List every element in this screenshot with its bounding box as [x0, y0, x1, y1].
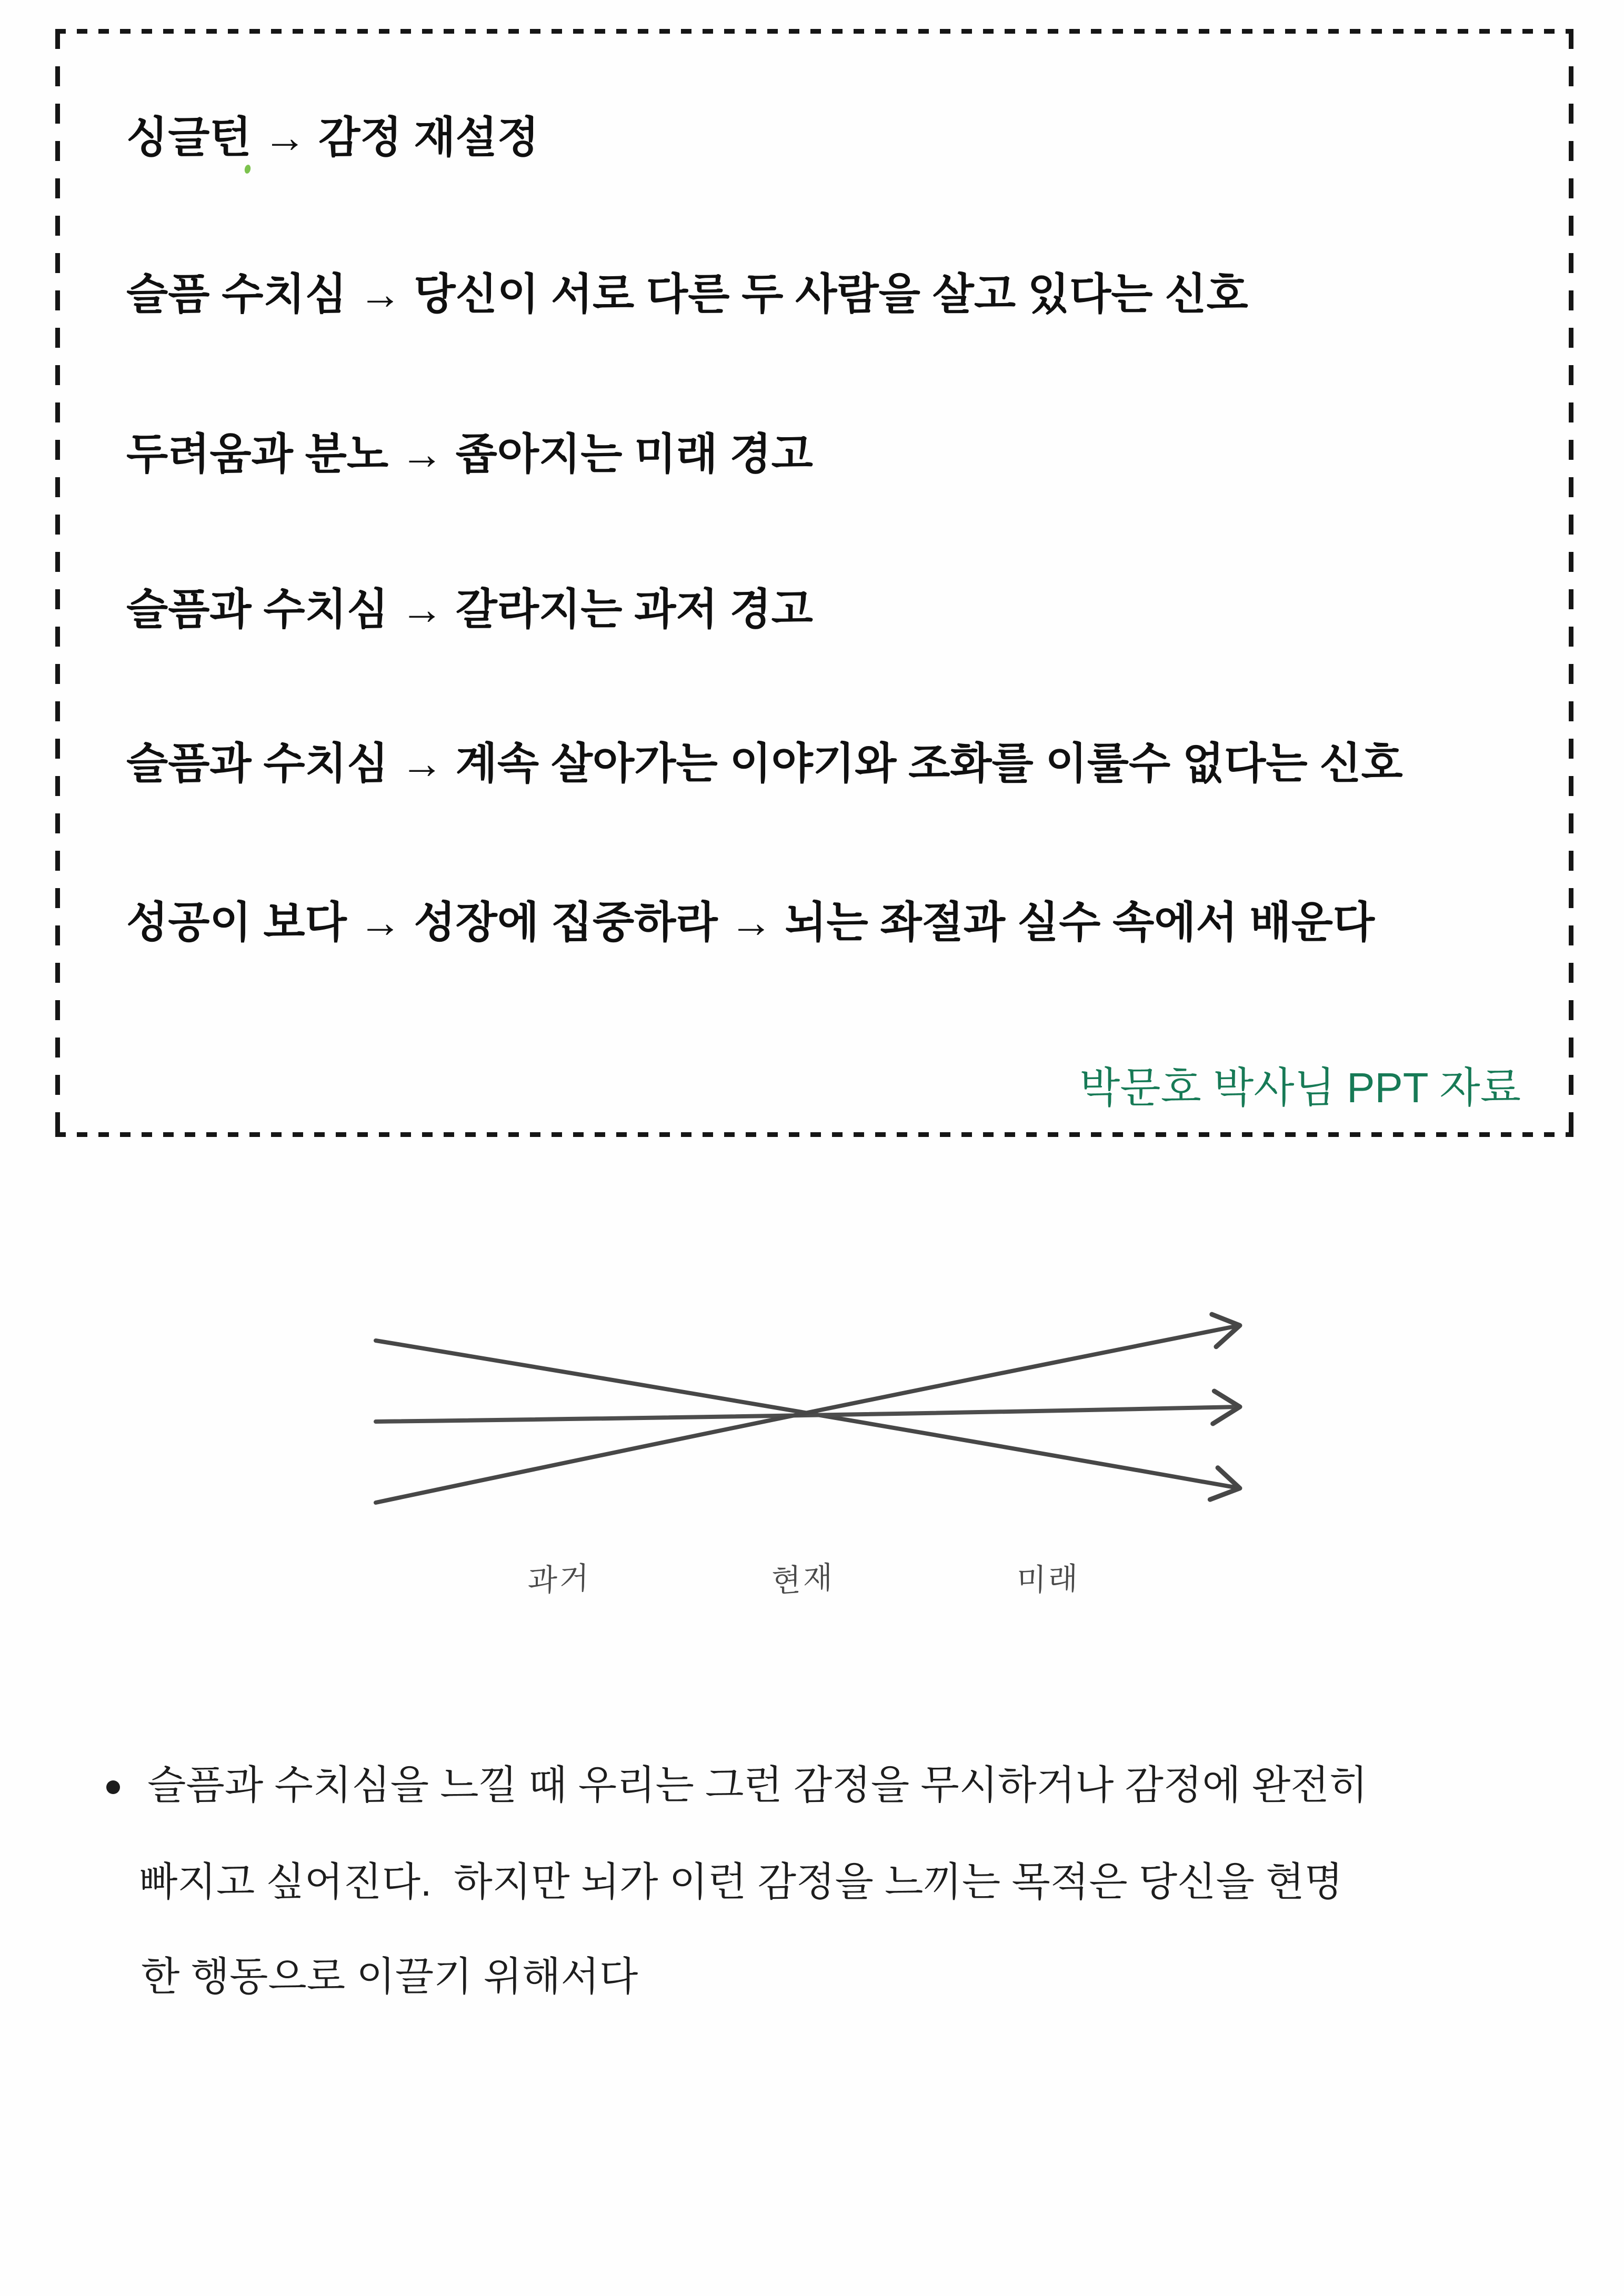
timeline-label-future: 미래 [1016, 1561, 1080, 1598]
dashed-border-right [1569, 29, 1573, 1137]
quote-line-6: 성공이 보다 → 성장에 집중하라 → 뇌는 좌절과 실수 속에서 배운다 [126, 899, 1375, 946]
quote-line-1: 싱글턴 → 감정 재설정 [126, 114, 539, 162]
quote-line-2: 슬픔 수치심 → 당신이 서로 다른 두 사람을 살고 있다는 신호 [126, 270, 1248, 318]
source-attribution: 박문호 박사님 PPT 자료 [1079, 1064, 1521, 1111]
quote-line-3: 두려움과 분노 → 좁아지는 미래 경고 [126, 430, 813, 478]
three-arrows-graphic [358, 1289, 1284, 1542]
dashed-border-bottom [55, 1132, 1573, 1137]
dashed-border-left [55, 29, 60, 1137]
quote-line-5: 슬픔과 수치심 → 계속 살아가는 이야기와 조화를 이룰수 없다는 신호 [126, 740, 1403, 788]
bullet-marker [106, 1780, 120, 1794]
timeline-label-past: 과거 [527, 1560, 592, 1599]
dashed-border-top [55, 29, 1573, 34]
timeline-diagram [0, 1263, 1624, 1631]
paragraph-line-1: 슬픔과 수치심을 느낄 때 우리는 그런 감정을 무시하거나 감정에 완전히 [147, 1763, 1368, 1808]
arrow-ascending [376, 1326, 1238, 1503]
timeline-label-present: 현재 [771, 1560, 835, 1599]
paragraph-line-2: 빠지고 싶어진다. 하지만 뇌가 이런 감정을 느끼는 목적은 당신을 현명 [139, 1860, 1343, 1905]
quote-line-4: 슬픔과 수치심 → 갈라지는 과저 경고 [126, 586, 813, 633]
quote-box [55, 29, 1573, 1137]
paragraph-line-3: 한 행동으로 이끌기 위해서다 [141, 1955, 638, 1999]
green-speck-artifact [244, 164, 251, 174]
